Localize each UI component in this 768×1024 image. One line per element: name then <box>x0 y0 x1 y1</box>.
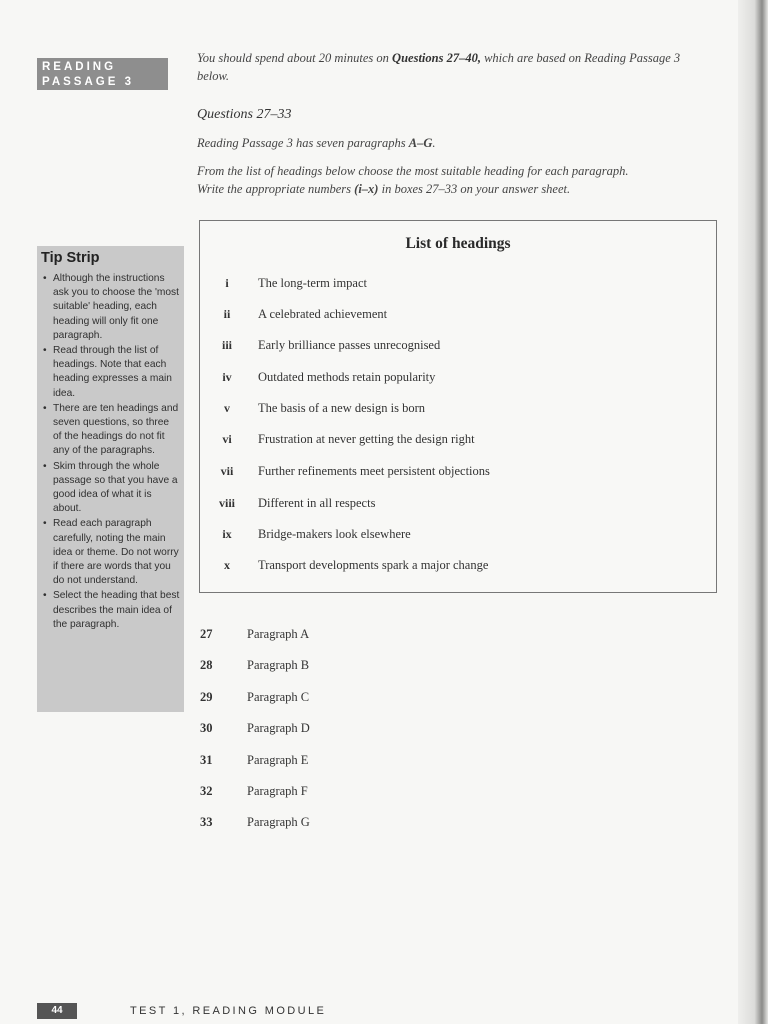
page-edge-shadow <box>738 0 768 1024</box>
heading-number: vii <box>220 464 234 478</box>
heading-number: iv <box>222 370 232 384</box>
heading-row <box>200 370 716 390</box>
tip-strip <box>37 246 184 712</box>
question-row <box>200 721 400 741</box>
heading-row <box>200 558 716 578</box>
para-count-part2: . <box>432 136 436 150</box>
heading-row <box>200 338 716 358</box>
question-label: Paragraph D <box>247 721 310 735</box>
heading-number: iii <box>221 338 232 352</box>
instruction-line1: From the list of headings below choose the most suitable heading for each paragraph. <box>197 164 629 178</box>
tip-list <box>41 272 180 632</box>
tip-strip-title: Tip Strip <box>41 250 100 266</box>
heading-row <box>200 464 716 484</box>
heading-text: Frustration at never getting the design right <box>258 432 475 446</box>
question-number: 31 <box>200 753 213 767</box>
question-row <box>200 784 400 804</box>
heading-number: viii <box>218 496 235 510</box>
heading-number: ix <box>222 527 232 541</box>
intro-part2: which are based on Reading Passage 3 below. <box>197 51 681 83</box>
heading-row <box>200 276 716 296</box>
heading-text: Further refinements meet persistent objections <box>258 464 490 478</box>
section-label <box>37 58 168 90</box>
heading-text: The basis of a new design is born <box>258 401 425 415</box>
question-row <box>200 658 400 678</box>
para-count-bold: A–G <box>408 136 433 150</box>
heading-row <box>200 307 716 327</box>
instruction-line2-part1: Write the appropriate numbers <box>197 182 355 196</box>
question-number: 33 <box>200 815 213 829</box>
section-label-line1: READING <box>42 61 117 73</box>
questions-heading: Questions 27–33 <box>197 107 292 122</box>
instruction-line2-bold: (i–x) <box>354 182 379 196</box>
instruction-line2-part2: in boxes 27–33 on your answer sheet. <box>378 182 571 196</box>
heading-row <box>200 527 716 547</box>
question-label: Paragraph E <box>247 753 309 767</box>
tip-item: • Although the instructions ask you to choose the 'most suitable' heading, each heading will only fit one paragraph. <box>41 272 180 343</box>
question-label: Paragraph C <box>247 690 310 704</box>
footer-text: TEST 1, READING MODULE <box>130 1005 327 1017</box>
list-of-headings-box <box>199 220 717 593</box>
question-row <box>200 690 400 710</box>
heading-text: Transport developments spark a major change <box>258 558 489 572</box>
question-number: 30 <box>200 721 213 735</box>
instruction-text <box>197 162 707 198</box>
tip-item: • Read through the list of headings. Note that each heading expresses a main idea. <box>41 344 180 401</box>
heading-row <box>200 496 716 516</box>
intro-part1: You should spend about 20 minutes on <box>197 51 393 65</box>
instruction-line2 <box>197 180 707 198</box>
question-number: 28 <box>200 658 213 672</box>
page-number: 44 <box>37 1003 77 1019</box>
heading-row <box>200 432 716 452</box>
heading-text: A celebrated achievement <box>258 307 388 321</box>
question-number: 29 <box>200 690 213 704</box>
heading-number: x <box>224 558 230 572</box>
question-row <box>200 753 400 773</box>
heading-text: The long-term impact <box>258 276 367 290</box>
heading-number: v <box>224 401 230 415</box>
intro-text <box>197 49 707 85</box>
question-label: Paragraph G <box>247 815 310 829</box>
question-row <box>200 627 400 647</box>
question-label: Paragraph F <box>247 784 308 798</box>
heading-number: i <box>225 276 229 290</box>
section-label-line2: PASSAGE 3 <box>42 76 134 88</box>
heading-text: Early brilliance passes unrecognised <box>258 338 441 352</box>
heading-text: Outdated methods retain popularity <box>258 370 436 384</box>
heading-row <box>200 401 716 421</box>
tip-item: • Skim through the whole passage so that you have a good idea of what it is about. <box>41 460 180 517</box>
heading-number: vi <box>222 432 232 446</box>
headings-title: List of headings <box>405 235 511 252</box>
question-label: Paragraph B <box>247 658 310 672</box>
heading-text: Different in all respects <box>258 496 376 510</box>
tip-item: • Select the heading that best describes the main idea of the paragraph. <box>41 589 180 632</box>
question-number: 27 <box>200 627 213 641</box>
heading-number: ii <box>223 307 231 321</box>
heading-text: Bridge-makers look elsewhere <box>258 527 411 541</box>
question-number: 32 <box>200 784 213 798</box>
tip-item: • There are ten headings and seven questions, so three of the headings do not fit any of the paragraphs. <box>41 402 180 459</box>
question-label: Paragraph A <box>247 627 310 641</box>
para-count-part1: Reading Passage 3 has seven paragraphs <box>197 136 409 150</box>
intro-bold: Questions 27–40, <box>392 51 481 65</box>
question-row <box>200 815 400 835</box>
paragraph-count-text <box>197 136 707 151</box>
tip-item: • Read each paragraph carefully, noting the main idea or theme. Do not worry if there are words that you do not understand. <box>41 517 180 588</box>
